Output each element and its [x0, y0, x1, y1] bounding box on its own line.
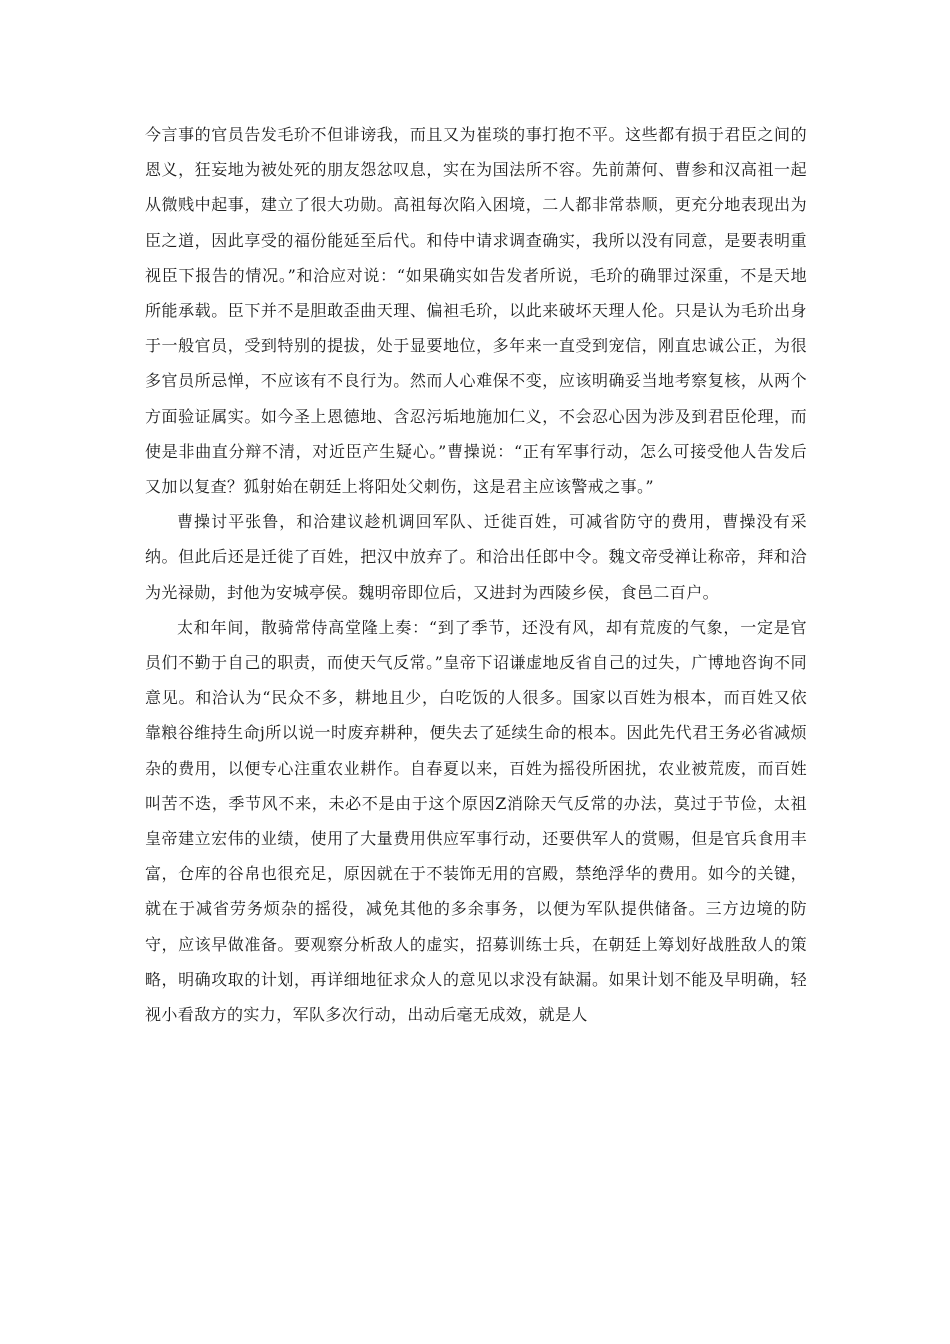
paragraph-1: 今言事的官员告发毛玠不但诽谤我，而且又为崔琰的事打抱不平。这些都有损于君臣之间的恩义，狂妄地为被处死的朋友怨忿叹息，实在为国法所不容。先前萧何、曹参和汉高祖一起从微贱中起事，建立了很大功勋。高祖每次陷入困境，二人都非常恭顺，更充分地表现出为臣之道，因此享受的福份能延至后代。和侍中请求调查确实，我所以没有同意，是要表明重视臣下报告的情况。”和洽应对说：“如果确实如告发者所说，毛玠的确罪过深重，不是天地所能承载。臣下并不是胆敢歪曲天理、偏袒毛玠，以此来破坏天理人伦。只是认为毛玠出身于一般官员，受到特别的提拔，处于显要地位，多年来一直受到宠信，刚直忠诚公正，为很多官员所忌惮，不应该有不良行为。然而人心难保不变，应该明确妥当地考察复核，从两个方面验证属实。如今圣上恩德地、含忍污垢地施加仁义，不会忍心因为涉及到君臣伦理，而使是非曲直分辩不清，对近臣产生疑心。”曹操说：“正有军事行动，怎么可接受他人告发后又加以复查？狐射始在朝廷上将阳处父刺伤，这是君主应该警戒之事。”	[145, 125, 807, 497]
document-body	[145, 117, 807, 1032]
paragraph-3: 太和年间，散骑常侍高堂隆上奏：“到了季节，还没有风，却有荒废的气象，一定是官员们不勤于自己的职责，而使天气反常。”皇帝下诏谦虚地反省自己的过失，广博地咨询不同意见。和洽认为“民众不多，耕地且少，白吃饭的人很多。国家以百姓为根本，而百姓又依靠粮谷维持生命j所以说一时废弃耕种，便失去了延续生命的根本。因此先代君王务必省减烦杂的费用，以便专心注重农业耕作。自春夏以来，百姓为摇役所困扰，农业被荒废，而百姓叫苦不迭，季节风不来，未必不是由于这个原因Z消除天气反常的办法，莫过于节俭，太祖皇帝建立宏伟的业绩，使用了大量费用供应军事行动，还要供军人的赏赐，但是官兵食用丰富，仓库的谷帛也很充足，原因就在于不装饰无用的宫殿，禁绝浮华的费用。如今的关键，就在于减省劳务烦杂的摇役，减免其他的多余事务，以便为军队提供储备。三方边境的防守，应该早做准备。要观察分析敌人的虚实，招募训练士兵，在朝廷上筹划好战胜敌人的策略，明确攻取的计划，再详细地征求众人的意见以求没有缺漏。如果计划不能及早明确，轻视小看敌方的实力，军队多次行动，出动后毫无成效，就是人	[145, 617, 807, 1025]
paragraph-2: 曹操讨平张鲁，和洽建议趁机调回军队、迁徙百姓，可减省防守的费用，曹操没有采纳。但此后还是迁徙了百姓，把汉中放弃了。和洽出任郎中令。魏文帝受禅让称帝，拜和洽为光禄勋，封他为安城亭侯。魏明帝即位后，又进封为西陵乡侯，食邑二百户。	[145, 512, 807, 602]
